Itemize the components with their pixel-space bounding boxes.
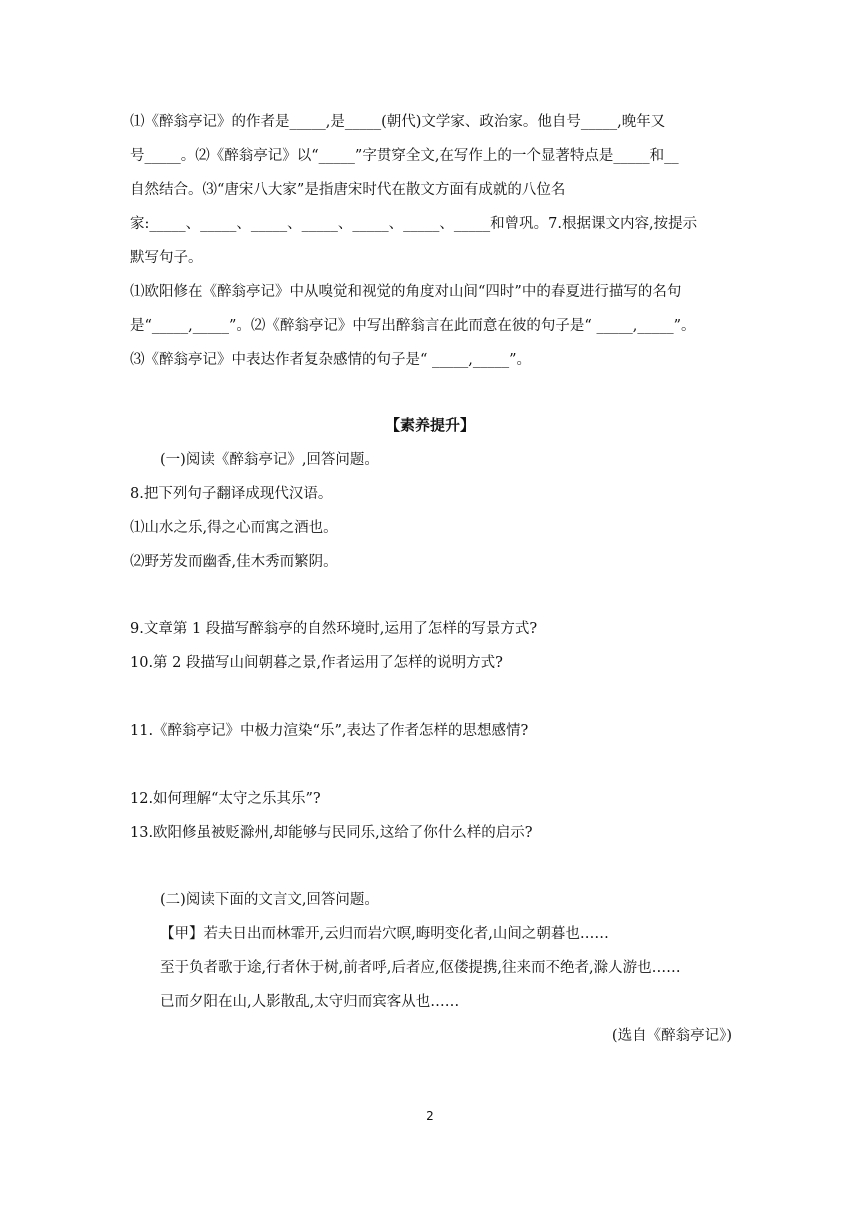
part-one-heading: (一)阅读《醉翁亭记》,回答问题。 <box>160 452 379 468</box>
question-10: 10.第 2 段描写山间朝暮之景,作者运用了怎样的说明方式? <box>130 655 503 671</box>
question-11: 11.《醉翁亭记》中极力渲染“乐”,表达了作者怎样的思想感情? <box>130 723 529 739</box>
passage-jia-line-1: 【甲】若夫日出而林霏开,云归而岩穴暝,晦明变化者,山间之朝暮也…… <box>160 926 609 942</box>
question-8: 8.把下列句子翻译成现代汉语。 <box>130 486 333 502</box>
passage-jia-line-2: 至于负者歌于途,行者休于树,前者呼,后者应,伛偻提携,往来而不绝者,滁人游也…… <box>160 960 681 976</box>
question-13: 13.欧阳修虽被贬滁州,却能够与民同乐,这给了你什么样的启示? <box>130 825 533 841</box>
fill-in-line-2: 号_____。⑵《醉翁亭记》以“_____”字贯穿全文,在写作上的一个显著特点是_____和__ <box>130 148 679 164</box>
page-number: 2 <box>426 1109 434 1123</box>
passage-source: (选自《醉翁亭记》) <box>611 1028 732 1044</box>
fill-in-line-7: 是“_____,_____”。⑵《醉翁亭记》中写出醉翁言在此而意在彼的句子是“ _____,_____”。 <box>130 318 696 334</box>
fill-in-line-5: 默写句子。 <box>130 250 203 266</box>
fill-in-line-6: ⑴欧阳修在《醉翁亭记》中从嗅觉和视觉的角度对山间“四时”中的春夏进行描写的名句 <box>130 284 682 300</box>
section-title: 【素养提升】 <box>384 416 475 434</box>
question-8-2: ⑵野芳发而幽香,佳木秀而繁阴。 <box>130 554 338 570</box>
fill-in-line-1: ⑴《醉翁亭记》的作者是_____,是_____(朝代)文学家、政治家。他自号_____,晚年又 <box>130 114 666 130</box>
question-12: 12.如何理解“太守之乐其乐”? <box>130 791 321 807</box>
question-8-1: ⑴山水之乐,得之心而寓之酒也。 <box>130 520 338 536</box>
fill-in-line-8: ⑶《醉翁亭记》中表达作者复杂感情的句子是“ _____,_____”。 <box>130 352 532 368</box>
question-9: 9.文章第 1 段描写醉翁亭的自然环境时,运用了怎样的写景方式? <box>130 621 538 637</box>
fill-in-line-3: 自然结合。⑶“唐宋八大家”是指唐宋时代在散文方面有成就的八位名 <box>130 182 566 198</box>
passage-jia-line-3: 已而夕阳在山,人影散乱,太守归而宾客从也…… <box>160 994 460 1010</box>
part-two-heading: (二)阅读下面的文言文,回答问题。 <box>160 892 379 908</box>
fill-in-line-4: 家:_____、_____、_____、_____、_____、_____、_____和曾巩。7.根据课文内容,按提示 <box>130 216 698 232</box>
